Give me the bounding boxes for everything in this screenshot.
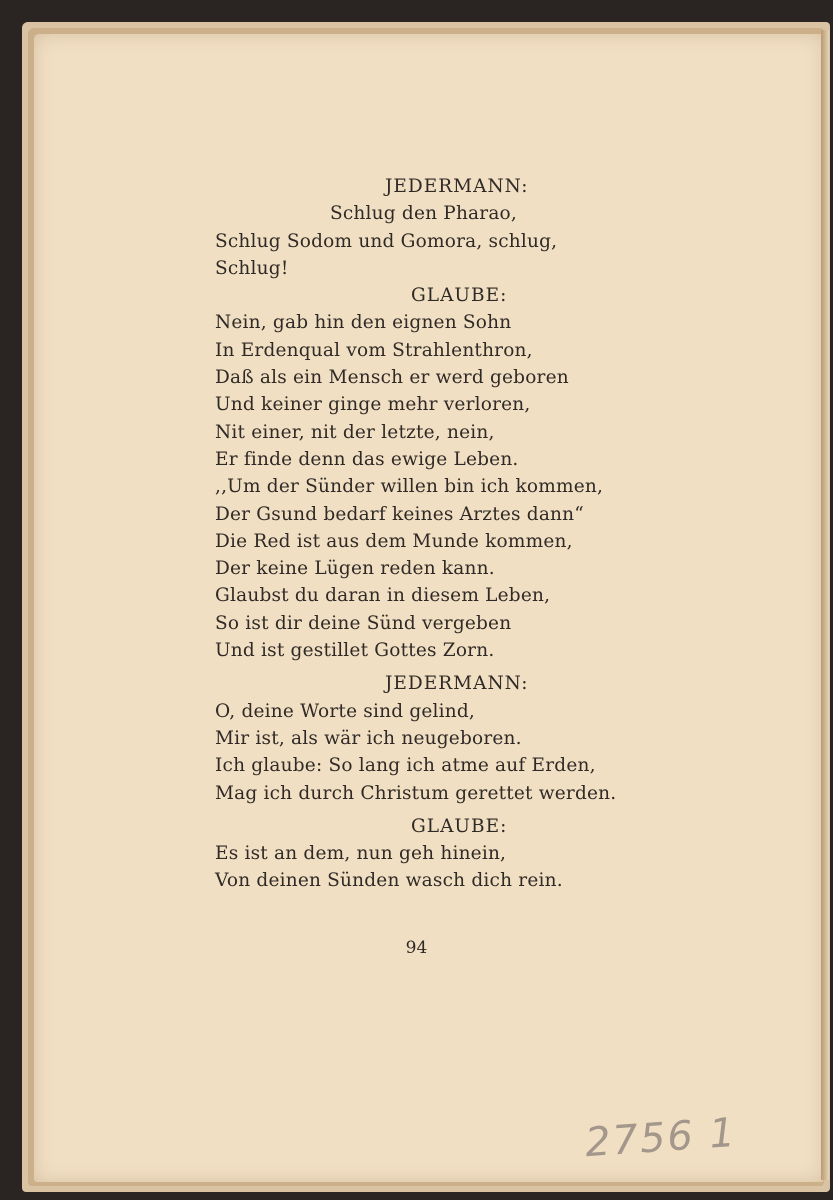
verse-line: In Erdenqual vom Strahlenthron, (215, 339, 533, 361)
verse-line: Die Red ist aus dem Munde kommen, (215, 530, 573, 552)
verse-line: Mir ist, als wär ich neugeboren. (215, 727, 522, 749)
verse-line: Von deinen Sünden wasch dich rein. (215, 870, 563, 892)
verse-line: So ist dir deine Sünd vergeben (215, 612, 512, 634)
verse-line: Schlug! (215, 257, 289, 279)
verse-line: Und ist gestillet Gottes Zorn. (215, 640, 495, 662)
verse-line: Glaubst du daran in diesem Leben, (215, 585, 551, 607)
speaker-name: JEDERMANN: (385, 176, 529, 197)
verse-line: Daß als ein Mensch er werd geboren (215, 367, 569, 389)
speaker-name: GLAUBE: (411, 285, 508, 307)
page-right-edge (821, 30, 829, 1180)
verse-line: Mag ich durch Christum gerettet werden. (215, 782, 617, 804)
verse-line: O, deine Worte sind gelind, (215, 700, 476, 722)
speaker-name: JEDERMANN: (385, 673, 529, 695)
page-number: 94 (405, 938, 428, 958)
verse-text-block (215, 173, 615, 895)
verse-line: ,,Um der Sünder willen bin ich kommen, (215, 476, 604, 498)
verse-line: Der Gsund bedarf keines Arztes dann“ (215, 503, 584, 525)
verse-line: Ich glaube: So lang ich atme auf Erden, (215, 755, 596, 777)
verse-line: Schlug Sodom und Gomora, schlug, (215, 230, 558, 252)
pencil-inventory-number: 2756 1 (583, 1109, 739, 1167)
verse-line: Es ist an dem, nun geh hinein, (215, 843, 507, 865)
verse-line: Der keine Lügen reden kann. (215, 558, 495, 580)
verse-line: Er finde denn das ewige Leben. (215, 448, 519, 470)
speaker-name: GLAUBE: (411, 815, 508, 837)
verse-line: Nein, gab hin den eignen Sohn (215, 312, 512, 334)
verse-line: Nit einer, nit der letzte, nein, (215, 421, 495, 443)
verse-line: Und keiner ginge mehr verloren, (215, 394, 531, 416)
verse-line: Schlug den Pharao, (330, 203, 517, 225)
